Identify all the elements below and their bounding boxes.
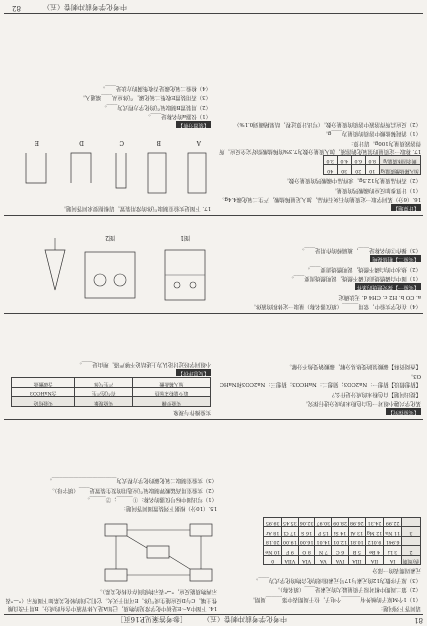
col5-para-4: （3）若用装置E收集二氧化碳，气体应从____端通入。 [79, 94, 211, 101]
col4-para-end: 17. 称取一定质量的氢氧化钠溶液，加入质量分数为7.3%的稀盐酸恰好完全反应，所得溶液质量为100g。请计算： [219, 139, 421, 154]
table-row [264, 527, 421, 536]
table-cell: 16 S [298, 527, 315, 536]
col2-para-3: 【查阅资料】碳酸氢钠受热易分解，碳酸钠受热不分解。 [286, 363, 421, 370]
gas-apparatus-figure [11, 133, 211, 203]
col3-para-3: （1）图中白磷燃烧而红磷不燃烧，说明燃烧需要____。 [288, 275, 421, 282]
table-row [323, 165, 420, 174]
page-divider-2 [4, 215, 423, 216]
question-block-14-15 [5, 422, 217, 612]
table-cell: 4.0 [337, 155, 351, 164]
figure-label: A [196, 138, 201, 146]
relation-line [127, 536, 147, 548]
table-cell: 加入稀盐酸 [132, 378, 210, 387]
table-cell: 3.0 [323, 155, 337, 164]
question-15-item: （3）实验室制取二氧化碳的化学方程式为________________________。 [46, 477, 217, 484]
table-cell: 9.012 [365, 536, 384, 545]
question-15-stem: 15.（10分）根据下列装置图回答问题： [120, 505, 217, 512]
apparatus-figure-block [5, 218, 215, 310]
section-label: 【计算题】 [393, 205, 419, 211]
relation-line [169, 556, 190, 569]
col4-item: （2）反应后所得溶液中溶质的质量分数。（写出计算过程，结果精确到0.1%） [234, 120, 421, 127]
table-cell: 11 Na [384, 527, 402, 536]
question-block-13 [221, 422, 421, 612]
table-cell: 6 C [332, 546, 349, 555]
node-box [105, 524, 127, 536]
table-cell: 0 [264, 555, 282, 564]
table-cell: 含NaHCO3 [12, 387, 75, 396]
experiment-table-block [5, 316, 211, 416]
node-box [190, 524, 212, 536]
page-number-left: 81 [414, 616, 423, 624]
table-cell: 14 Si [332, 527, 349, 536]
apparatus-shape [148, 153, 166, 193]
table-cell: 实验步骤 [132, 397, 210, 406]
figure-label: E [34, 138, 39, 146]
table-row [323, 155, 420, 164]
question-15-item: （1）写出图中标号仪器的名称：①______；②______。 [84, 495, 217, 502]
table-cell: 取少量粉末加热 [132, 387, 210, 396]
periodic-table [263, 517, 421, 565]
header-rule-bottom [4, 13, 423, 14]
phosphorus-sample [174, 282, 180, 288]
table-cell: 40 [323, 165, 337, 174]
table-cell: 2 [401, 546, 420, 555]
table-cell: 22.99 [384, 517, 402, 526]
table-cell: 18 Ar [264, 527, 282, 536]
reaction-network-diagram [97, 516, 217, 586]
table-row [12, 387, 211, 396]
table-cell [401, 536, 420, 545]
table-row [264, 536, 421, 545]
apparatus-shape [71, 153, 91, 183]
table-cell: 6.941 [384, 536, 402, 545]
question-15-item: （2）实验室用高锰酸钾制取氧气应选用的发生装置是____（填字母）。 [49, 486, 217, 493]
table-cell: 7 N [315, 546, 332, 555]
calculation-block [216, 16, 421, 212]
table-cell: 实验结论 [12, 397, 75, 406]
table-cell: 4 Be [365, 546, 384, 555]
table-cell: 17 Cl [282, 527, 299, 536]
table-cell: 加入稀盐酸质量/g [379, 165, 420, 174]
experiment-block [216, 316, 421, 416]
funnel-shape [45, 250, 65, 290]
col4-para-0: 16.（6分）某同学取一定质量的石灰石样品，加入足量稀盐酸，产生二氧化碳4.4g。 [219, 196, 421, 202]
table-cell: 10.81 [348, 536, 365, 545]
table-cell: 20.18 [264, 536, 282, 545]
col5-para-2: （1）仪器a的名称是____。 [145, 113, 211, 120]
col1-para-after: 14. 下图中A～E是初中化学常见的物质，已知A是人体胃液中含有的成分，B用于改良酸性土壤，C与D反应能生成气体，E可用于灭火。它们之间的转化关系如下图所示（"—"表示两物质能反应，"→"表示物质间存在转化关系）。 [5, 588, 217, 611]
table-cell: 8.0 [365, 155, 379, 164]
table-cell: 15 P [315, 527, 332, 536]
table-cell: 39.95 [264, 517, 282, 526]
col4-para-2: （2）若样品质量为12.5g，求样品中碳酸钙的质量分数。 [283, 177, 421, 184]
table-cell: 族/周期 [401, 555, 420, 564]
table-cell: IVA [332, 555, 349, 564]
table-cell [401, 517, 420, 526]
col1-para-1: （1）1个M原子的核外有_______个电子，位于周期表中第______周期。 [249, 595, 421, 602]
table-cell: 30 [337, 165, 351, 174]
page-fold-divider [4, 313, 423, 314]
gas-preparation-block [5, 16, 211, 212]
table-cell: IA [384, 555, 402, 564]
table-cell: IIA [365, 555, 384, 564]
col1-para-0: 请回答下列问题： [377, 605, 421, 611]
table-cell: 10 Ne [264, 546, 282, 555]
col2-para-end: 小组同学经过讨论认为上述结论不够严谨，理由是____。 [76, 361, 211, 368]
table-cell: 20 [351, 165, 365, 174]
experiment-table-caption: 实验操作与现象 [173, 409, 211, 415]
page-number-right: 82 [12, 4, 21, 12]
col2-para-0: 某化学兴趣小组对一包白色粉末的成分进行探究。 [302, 400, 421, 406]
section-label: 【实验二】粗盐提纯 [372, 256, 419, 263]
table-row [12, 378, 211, 387]
table-cell: 3 [401, 527, 420, 536]
col5-para-0: 17. 下图是实验室制取气体的常用装置，请根据要求回答问题。 [60, 205, 211, 211]
col2-para-2: 【猜想假设】猜想一：Na2CO3；猜想二：NaHCO3；猜想三：Na2CO3和NaHCO3。 [219, 372, 421, 388]
table-cell: 24.31 [365, 517, 384, 526]
col5-para-3: （2）用装置B制取氧气的化学方程式为____。 [101, 103, 211, 110]
col1-para-3: （3）原子序数为12的元素与17号元素组成的化合物的化学式为____。 [252, 576, 421, 583]
table-cell: VA [315, 555, 332, 564]
lab-apparatus-figure [15, 230, 215, 310]
node-box [105, 569, 127, 581]
table-row [264, 517, 421, 526]
col4-item: （1）消耗稀盐酸中溶质的质量为____g。 [322, 130, 421, 137]
header-rule-top [4, 614, 423, 615]
dish-shape [94, 274, 106, 286]
table-cell: IIIA [348, 555, 365, 564]
table-cell: 6.0 [351, 155, 365, 164]
table-cell: 9 F [282, 546, 299, 555]
table-cell: 32.06 [298, 517, 315, 526]
col3-para-0: （4）在化学实验中，常用______（填仪器名称）量取一定体积的液体。 [250, 303, 421, 309]
apparatus-shape [116, 153, 126, 188]
experiment-table [11, 377, 211, 406]
col1-para-2: （2）第二周期中相对原子质量最大的元素是____（填名称）。 [274, 586, 421, 593]
section-label: 【实验一】探究燃烧的条件 [356, 284, 419, 291]
section-label: 【装置分析】 [177, 122, 209, 129]
table-cell: 26.98 [348, 517, 365, 526]
node-box [147, 546, 169, 558]
figure-label: B [156, 138, 161, 146]
node-box [190, 569, 212, 581]
table-cell: 含碳酸盐 [12, 378, 75, 387]
col2-para-1: 【提出问题】白色粉末的成分是什么？ [329, 390, 421, 397]
section-label: 【反思评价】 [177, 370, 209, 377]
table-cell: VIIA [282, 555, 299, 564]
table-cell: 16.00 [298, 536, 315, 545]
table-cell: 产生气体 [75, 378, 133, 387]
table-cell: 35.45 [282, 517, 299, 526]
table-cell: 实验现象 [75, 397, 133, 406]
col3-para-6: （3）操作③的名称是____，玻璃棒的作用是____。 [298, 247, 421, 254]
periodic-table-caption: 元素周期表的一部分 [372, 567, 421, 574]
calculation-data-table [323, 155, 421, 175]
table-row [264, 546, 421, 555]
table-cell: 30.97 [315, 517, 332, 526]
table-cell: 有气泡产生 [75, 387, 133, 396]
col4-para-1: （1）计算参加反应的碳酸钙的质量。 [331, 186, 421, 193]
table-cell: 13 Al [348, 527, 365, 536]
page-divider-1 [4, 419, 423, 420]
table-cell: 3 Li [384, 546, 402, 555]
table-cell: 19.00 [282, 536, 299, 545]
apparatus-shape [188, 153, 206, 193]
table-cell: 10 [365, 165, 379, 174]
figure-label: D [79, 138, 84, 146]
figure-label: 图1 [180, 234, 190, 241]
table-row [12, 397, 211, 406]
section-label: 【实验探究】 [387, 409, 419, 415]
answer-reference: ［参考答案见P.16页］ [116, 615, 187, 623]
figure-label: C [119, 138, 124, 146]
table-cell: 12.01 [332, 536, 349, 545]
exam-title-right: 中考化学考前冲刺卷（五） [43, 3, 127, 11]
burner-setup [85, 252, 135, 298]
exam-title-left: 中考化学考前冲刺卷（五） [203, 615, 287, 623]
table-cell: 14.01 [315, 536, 332, 545]
table-cell: VIA [298, 555, 315, 564]
apparatus-shape [26, 153, 46, 183]
combustion-experiment-block [221, 218, 421, 310]
col5-para-5: （4）检验二氧化碳是否收集满的方法是____。 [99, 84, 211, 91]
table-cell: 剩余固体质量/g [379, 155, 420, 164]
table-cell: 5 B [348, 546, 365, 555]
dish-shape [114, 274, 126, 286]
phosphorus-sample [190, 282, 196, 288]
table-cell: 28.09 [332, 517, 349, 526]
table-row [264, 555, 421, 564]
table-cell: 12 Mg [365, 527, 384, 536]
col3-para-1: a. CO b. H2 c. CH4 d. 无法确定 [338, 293, 421, 300]
table-cell: 8 O [298, 546, 315, 555]
col3-para-4: （2）热水中的白磷不燃烧，说明燃烧需要____。 [304, 265, 421, 272]
figure-label: 图2 [105, 234, 115, 241]
